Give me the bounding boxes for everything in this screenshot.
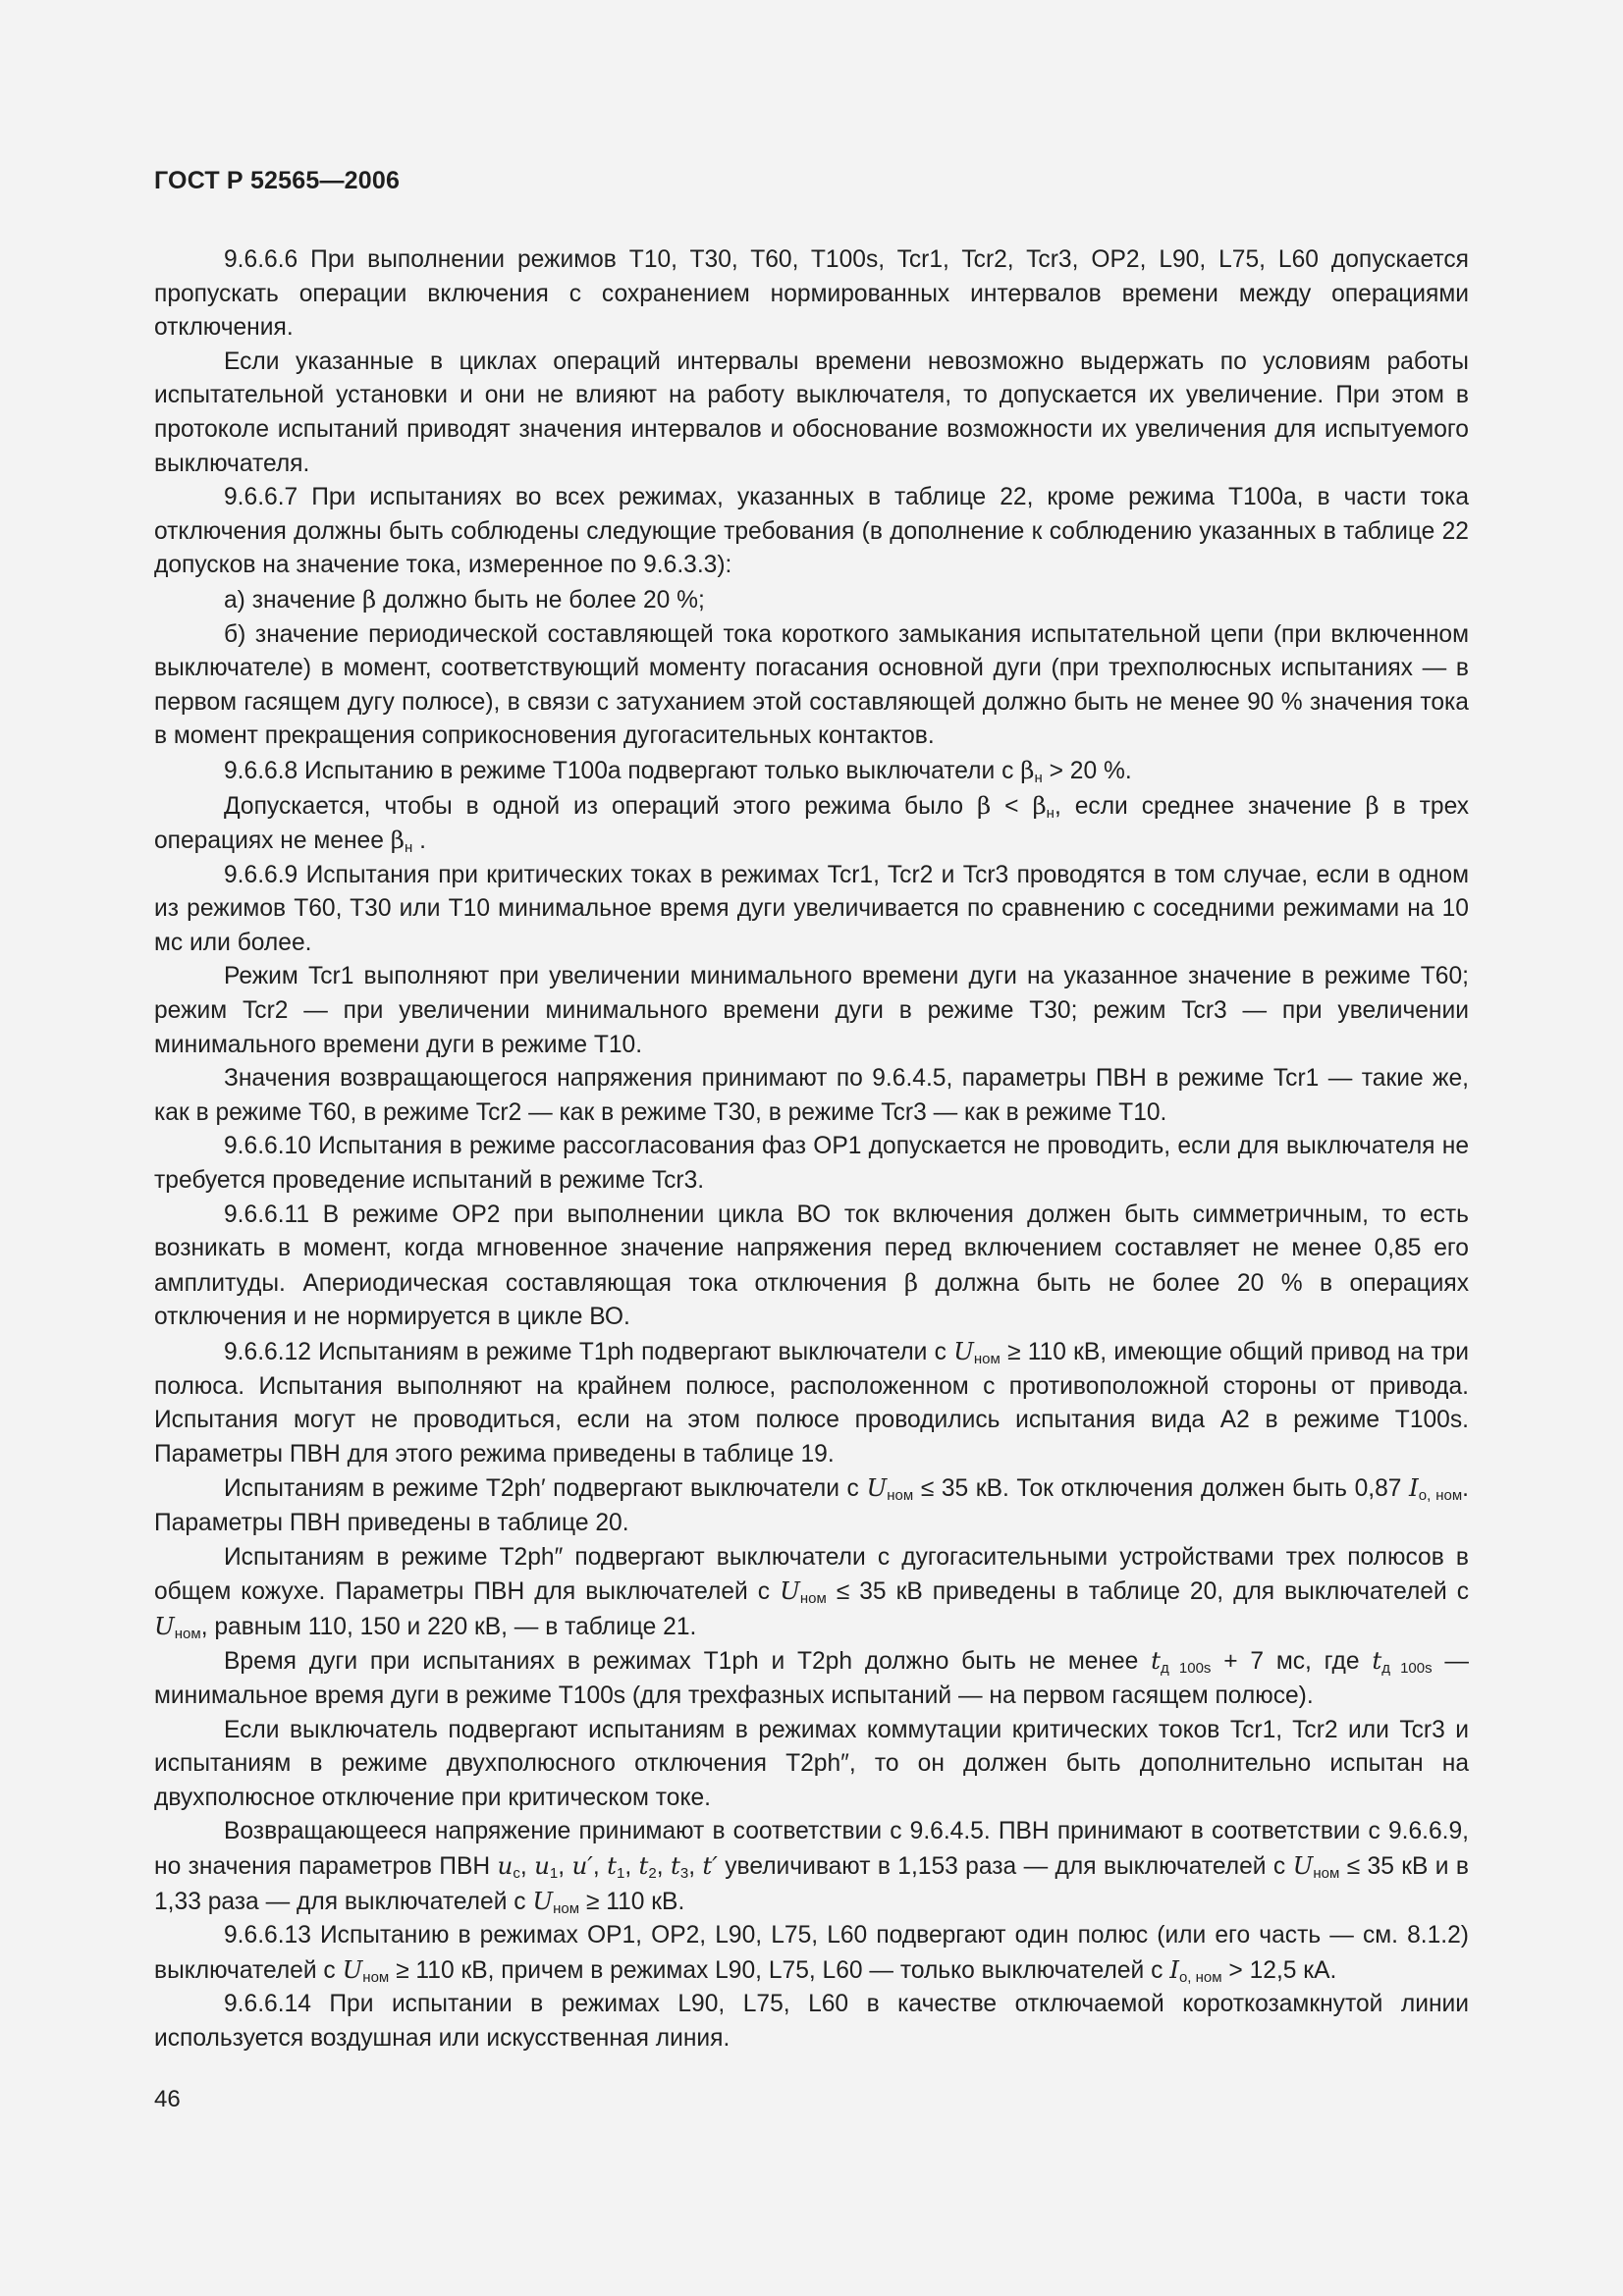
- text-run: ,: [624, 1852, 639, 1880]
- text-run: Значения возвращающегося напряжения принимают по 9.6.4.5, параметры ПВН в режиме Tcr1 — такие же, как в режиме T60, в режиме Tcr2 — как в режиме T30, в режиме Tcr3 — как в режиме T10.: [154, 1065, 1469, 1126]
- subscript: д 100s: [1381, 1660, 1433, 1678]
- text-run: > 12,5 кА.: [1221, 1956, 1337, 1984]
- subscript: 3: [679, 1864, 689, 1882]
- text-run: Испытаниям в режиме T2ph′ подвергают выключатели с: [224, 1475, 867, 1503]
- text-run: б) значение периодической составляющей тока короткого замыкания испытательной цепи (при включенном выключателе) в момент, соответствующий моменту погасания основной дуги (при трехполюсных испытаниях — в первом гасящем дугу полюсе), в связи с затуханием этой составляющей должно быть не менее 90 % значения тока в момент прекращения соприкосновения дугогасительных контактов.: [154, 620, 1469, 750]
- text-run: ,: [519, 1852, 535, 1880]
- paragraph: [154, 960, 1469, 1062]
- text-run: , равным 110, 150 и 220 кВ, — в таблице 21.: [200, 1613, 697, 1640]
- paragraph: [154, 243, 1469, 346]
- text-run: увеличивают в 1,153 раза — для выключателей с: [717, 1852, 1293, 1880]
- text-run: ≥ 110 кВ, причем в режимах L90, L75, L60 — только выключателей с: [389, 1956, 1170, 1984]
- text-run: 9.6.6.6 При выполнении режимов T10, T30, T60, T100s, Tcr1, Tcr2, Tcr3, OP2, L90, L75, L60 допускается пропускать операции включения с сохранением нормированных интервалов времени между операциями отключения.: [154, 246, 1469, 342]
- paragraph: [154, 1988, 1469, 2056]
- text-run: 9.6.6.13 Испытанию в режимах OP1, OP2, L90, L75, L60 подвергают один полюс (или его часть — см. 8.1.2) выключателей с: [154, 1922, 1469, 1984]
- text-run: ≥ 110 кВ, имеющие общий привод на три полюса. Испытания выполняют на крайнем полюсе, расположенном с противоположной стороны от привода. Испытания могут не проводиться, если на этом полюсе проводились испытания вида A2 в режиме T100s. Параметры ПВН для этого режима приведены в таблице 19.: [154, 1339, 1469, 1468]
- paragraph: [154, 1919, 1469, 1988]
- subscript: 1: [616, 1864, 625, 1882]
- subscript: 2: [648, 1864, 657, 1882]
- text-run: ,: [558, 1852, 572, 1880]
- text-run: Возвращающееся напряжение принимают в соответствии с 9.6.4.5. ПВН принимают в соответствии с 9.6.6.9, но значения параметров ПВН: [154, 1818, 1469, 1880]
- subscript: д 100s: [1161, 1660, 1212, 1678]
- symbol: U: [953, 1337, 974, 1365]
- subscript: о, ном: [1418, 1487, 1463, 1505]
- symbol: β: [1020, 755, 1035, 784]
- paragraph: [154, 1062, 1469, 1130]
- paragraph: [154, 1130, 1469, 1198]
- text-run: > 20 %.: [1042, 757, 1132, 784]
- symbol: I: [1169, 1954, 1179, 1984]
- symbol: β: [977, 790, 992, 820]
- subscript: н: [404, 839, 413, 857]
- text-run: ,: [592, 1852, 608, 1880]
- document-body: [154, 243, 1469, 2056]
- symbol: t: [607, 1850, 617, 1880]
- paragraph: [154, 1471, 1469, 1540]
- paragraph: [154, 1199, 1469, 1335]
- text-run: Режим Tcr1 выполняют при увеличении минимального времени дуги на указанное значение в режиме T60; режим Tcr2 — при увеличении минимального времени дуги в режиме T30; режим Tcr3 — при увеличении минимального времени дуги в режиме T10.: [154, 963, 1469, 1058]
- page-number: 46: [154, 2086, 181, 2112]
- paragraph: [154, 754, 1469, 789]
- paragraph: [154, 481, 1469, 583]
- subscript: ном: [174, 1625, 201, 1642]
- symbol: β: [903, 1267, 919, 1297]
- text-run: + 7 мс, где: [1211, 1648, 1373, 1676]
- text-run: в трех операциях не менее: [154, 792, 1470, 855]
- subscript: ном: [362, 1968, 390, 1986]
- subscript: ном: [973, 1351, 1001, 1367]
- standard-header: ГОСТ Р 52565—2006: [154, 167, 401, 194]
- subscript: ном: [887, 1487, 914, 1505]
- symbol: t: [638, 1850, 649, 1880]
- symbol: t: [670, 1850, 680, 1880]
- symbol: t′: [702, 1850, 718, 1880]
- symbol: I: [1409, 1473, 1419, 1503]
- text-run: 9.6.6.8 Испытанию в режиме T100a подвергают только выключатели с: [224, 757, 1021, 784]
- text-run: Время дуги при испытаниях в режимах T1ph и T2ph должно быть не менее: [224, 1648, 1152, 1676]
- text-run: Если указанные в циклах операций интервалы времени невозможно выдержать по условиям работы испытательной установки и они не влияют на работу выключателя, то допускается их увеличение. При этом в протоколе испытаний приводят значения интервалов и обоснование возможности их увеличения для испытуемого выключателя.: [154, 347, 1469, 477]
- paragraph: [154, 859, 1469, 961]
- text-run: 9.6.6.7 При испытаниях во всех режимах, указанных в таблице 22, кроме режима T100a, в части тока отключения должны быть соблюдены следующие требования (в дополнение к соблюдению указанных в таблице 22 допусков на значение тока, измеренное по 9.6.3.3):: [154, 484, 1469, 579]
- subscript: н: [1034, 769, 1043, 786]
- symbol: β: [390, 826, 405, 855]
- paragraph: [154, 1644, 1469, 1713]
- subscript: о, ном: [1178, 1968, 1222, 1986]
- text-run: ≤ 35 кВ и в 1,33 раза — для выключателей с: [154, 1852, 1469, 1915]
- symbol: u′: [571, 1850, 593, 1880]
- symbol: U: [154, 1611, 175, 1640]
- text-run: 9.6.6.11 В режиме OP2 при выполнении цикла ВО ток включения должен быть симметричным, то есть возникать в момент, когда мгновенное значение напряжения перед включением составляет не менее 0,85 его амплитуды. Апериодическая составляющая тока отключения: [154, 1201, 1469, 1297]
- text-run: ,: [656, 1852, 671, 1880]
- text-run: 9.6.6.12 Испытаниям в режиме T1ph подвергают выключатели с: [224, 1339, 954, 1365]
- text-run: ≤ 35 кВ. Ток отключения должен быть 0,87: [913, 1475, 1410, 1503]
- paragraph: [154, 789, 1469, 859]
- text-run: 9.6.6.9 Испытания при критических токах в режимах Tcr1, Tcr2 и Tcr3 проводятся в том случае, если в одном из режимов T60, T30 или T10 минимальное время дуги увеличивается по сравнению с соседними режимами на 10 мс или более.: [154, 861, 1469, 956]
- symbol: U: [532, 1886, 554, 1915]
- subscript: 1: [549, 1864, 559, 1882]
- text-run: должна быть не более 20 % в операциях отключения и не нормируется в цикле ВО.: [154, 1269, 1470, 1331]
- text-run: Испытаниям в режиме T2ph″ подвергают выключатели с дугогасительными устройствами трех полюсов в общем кожухе. Параметры ПВН для выключателей с: [154, 1543, 1469, 1606]
- symbol: t: [1372, 1646, 1382, 1676]
- subscript: ном: [1313, 1864, 1340, 1882]
- text-run: — минимальное время дуги в режиме T100s (для трехфазных испытаний — на первом гасящем полюсе).: [154, 1648, 1470, 1709]
- text-run: ≤ 35 кВ приведены в таблице 20, для выключателей с: [826, 1578, 1469, 1606]
- symbol: U: [342, 1954, 363, 1984]
- symbol: u: [534, 1850, 550, 1880]
- symbol: β: [362, 584, 377, 614]
- symbol: U: [1292, 1850, 1314, 1880]
- text-run: ,: [688, 1852, 703, 1880]
- symbol: t: [1151, 1646, 1162, 1676]
- text-run: а) значение: [224, 586, 363, 614]
- subscript: ном: [799, 1590, 827, 1608]
- text-run: ≥ 110 кВ.: [579, 1888, 685, 1915]
- subscript: ном: [553, 1899, 580, 1917]
- paragraph: [154, 618, 1469, 754]
- subscript: с: [513, 1864, 520, 1882]
- text-run: Если выключатель подвергают испытаниям в режимах коммутации критических токов Tcr1, Tcr2 или Tcr3 и испытаниям в режиме двухполюсного отключения T2ph″, то он должен быть дополнительно испытан на двухполюсное отключение при критическом токе.: [154, 1716, 1469, 1811]
- text-run: .: [412, 828, 426, 855]
- paragraph: [154, 583, 1469, 618]
- paragraph: [154, 1335, 1469, 1471]
- paragraph: [154, 1541, 1469, 1645]
- text-run: Допускается, чтобы в одной из операций этого режима было: [224, 792, 977, 820]
- text-run: . Параметры ПВН приведены в таблице 20.: [154, 1475, 1469, 1536]
- paragraph: [154, 1815, 1469, 1919]
- text-run: должно быть не более 20 %;: [376, 586, 705, 614]
- symbol: β: [1365, 790, 1380, 820]
- text-run: 9.6.6.14 При испытании в режимах L90, L75, L60 в качестве отключаемой короткозамкнутой линии используется воздушная или искусственная линия.: [154, 1991, 1469, 2052]
- symbol: U: [866, 1473, 888, 1503]
- paragraph: [154, 1714, 1469, 1816]
- text-run: , если среднее значение: [1054, 792, 1366, 820]
- subscript: н: [1046, 804, 1055, 822]
- symbol: β: [1032, 790, 1047, 820]
- paragraph: [154, 346, 1469, 481]
- text-run: <: [991, 792, 1033, 820]
- text-run: 9.6.6.10 Испытания в режиме рассогласования фаз OP1 допускается не проводить, если для выключателя не требуется проведение испытаний в режиме Tcr3.: [154, 1133, 1469, 1195]
- symbol: u: [497, 1850, 514, 1880]
- symbol: U: [780, 1576, 800, 1606]
